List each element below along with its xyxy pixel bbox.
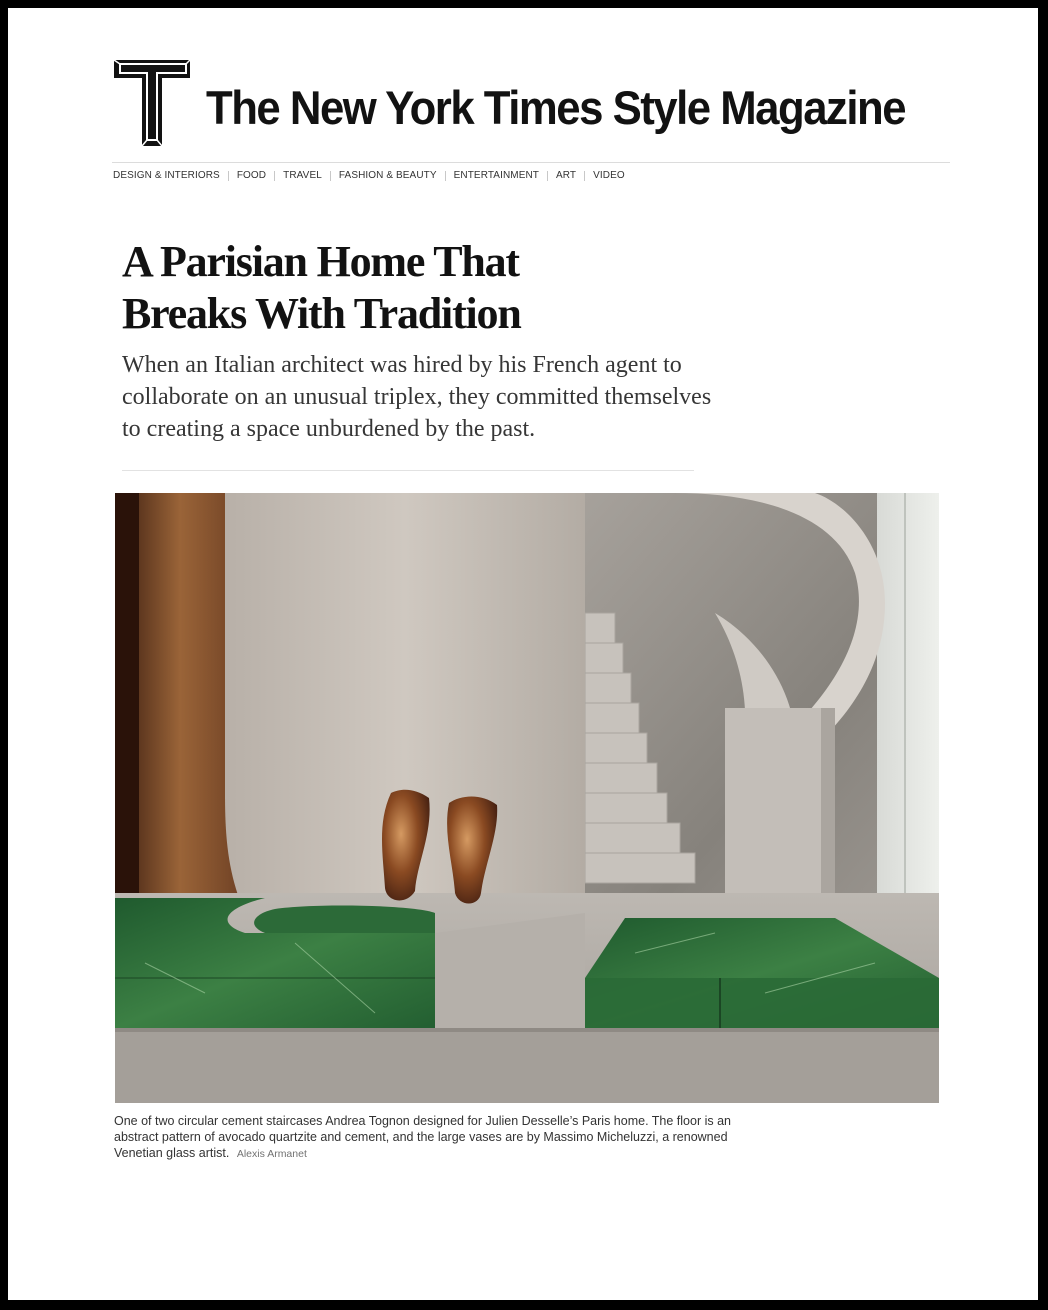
nav-separator <box>330 171 331 181</box>
caption-text: One of two circular cement staircases Andrea Tognon designed for Julien Desselle’s Paris home. The floor is an abstract pattern of avocado quartzite and cement, and the large vases are by Massimo Micheluzzi, a renowned Venetian glass artist. <box>114 1114 731 1160</box>
lead-photo[interactable] <box>115 493 939 1103</box>
staircase-illustration <box>115 493 939 1103</box>
summary-divider <box>122 470 694 471</box>
photo-credit: Alexis Armanet <box>236 1148 307 1160</box>
nav-item-entertainment[interactable]: ENTERTAINMENT <box>453 170 540 181</box>
nav-item-video[interactable]: VIDEO <box>593 170 625 181</box>
nav-item-design-interiors[interactable]: DESIGN & INTERIORS <box>113 170 220 181</box>
nav-separator <box>274 171 275 181</box>
masthead-divider <box>112 162 950 163</box>
masthead <box>112 54 952 154</box>
nav-item-fashion-beauty[interactable]: FASHION & BEAUTY <box>338 170 437 181</box>
headline-line-2: Breaks With Tradition <box>122 289 521 338</box>
nav-item-food[interactable]: FOOD <box>236 170 267 181</box>
nav-separator <box>584 171 585 181</box>
t-magazine-logo[interactable] <box>112 56 192 148</box>
nav-separator <box>547 171 548 181</box>
article-summary: When an Italian architect was hired by his French agent to collaborate on an unusual triplex, they committed themselves to creating a space unburdened by the past. <box>122 352 712 442</box>
nav-item-art[interactable]: ART <box>556 170 577 181</box>
section-nav <box>113 170 625 181</box>
article-headline <box>122 236 722 340</box>
photo-caption <box>114 1113 754 1162</box>
site-title[interactable]: The New York Times Style Magazine <box>206 81 906 134</box>
nav-separator <box>445 171 446 181</box>
nav-item-travel[interactable]: TRAVEL <box>283 170 322 181</box>
article-page <box>8 8 1038 1300</box>
nav-separator <box>228 171 229 181</box>
headline-line-1: A Parisian Home That <box>122 237 519 286</box>
